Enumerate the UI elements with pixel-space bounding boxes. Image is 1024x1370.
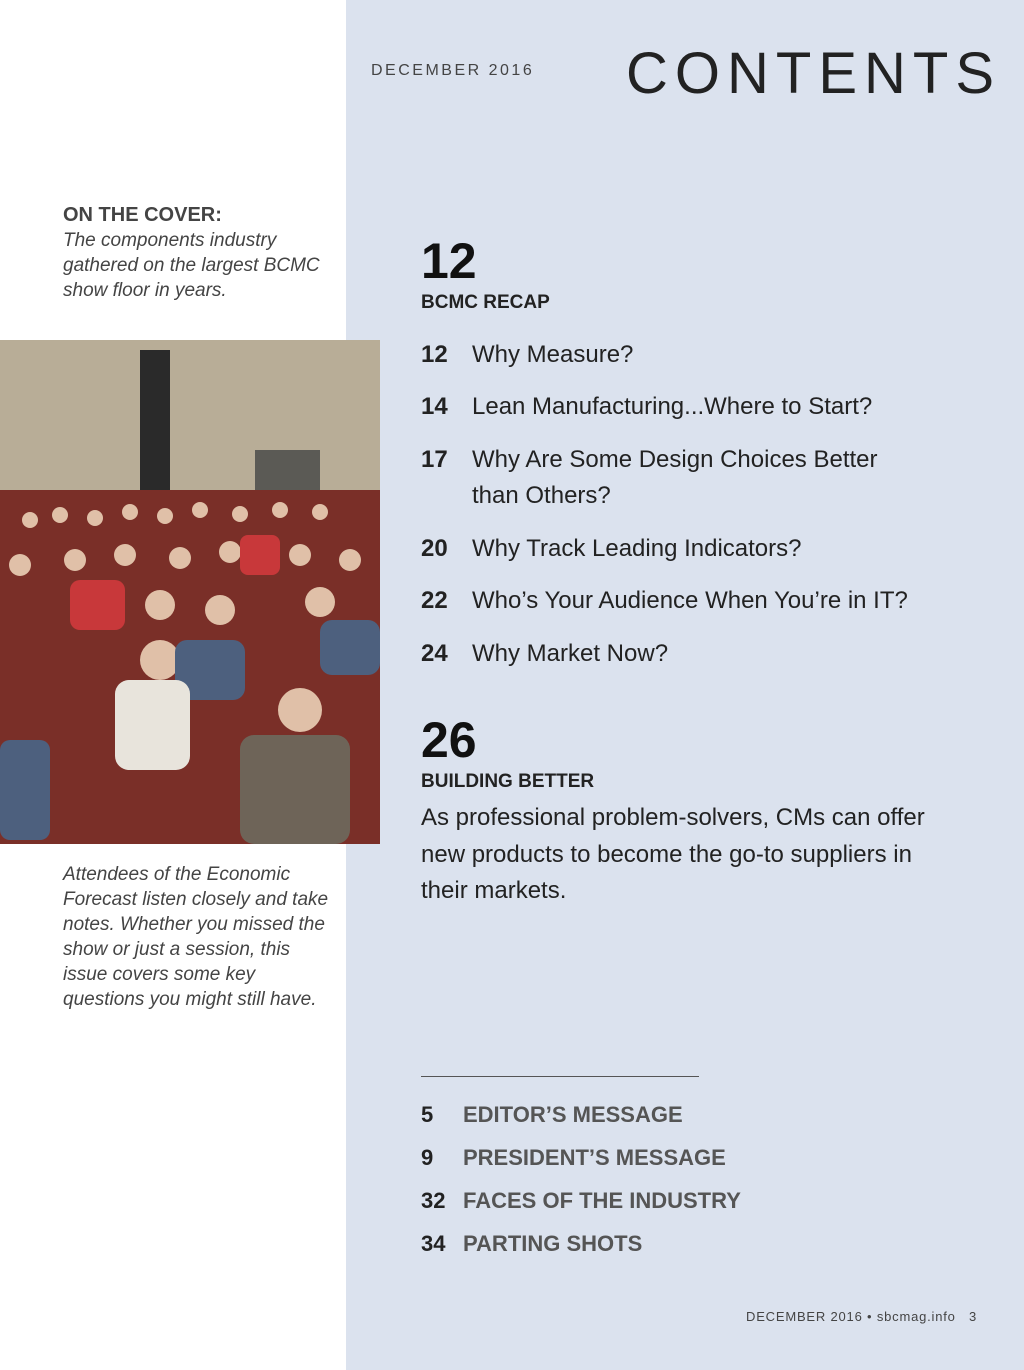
toc-item-page: 20	[421, 535, 448, 562]
page-footer	[746, 1309, 977, 1324]
toc-item-page: 14	[421, 393, 448, 420]
toc-item[interactable]	[421, 337, 981, 373]
department-page: 34	[421, 1231, 446, 1256]
feature-label: BCMC RECAP	[421, 292, 550, 313]
toc-item-title: Why Measure?	[472, 341, 634, 368]
cover-heading: ON THE COVER:	[63, 204, 222, 226]
footer-site[interactable]: sbcmag.info	[876, 1309, 956, 1324]
toc-item-title: Lean Manufacturing...Where to Start?	[472, 393, 873, 420]
feature-page-number: 12	[421, 233, 477, 289]
feature-page-number: 26	[421, 712, 477, 768]
department-title: FACES OF THE INDUSTRY	[463, 1188, 741, 1213]
toc-item[interactable]	[421, 636, 981, 672]
toc-item[interactable]	[421, 531, 981, 567]
department-title: EDITOR’S MESSAGE	[463, 1102, 683, 1127]
toc-item-title: Why Track Leading Indicators?	[472, 535, 802, 562]
department-item[interactable]	[421, 1143, 726, 1173]
toc-item-page: 17	[421, 446, 448, 473]
toc-item-page: 24	[421, 640, 448, 667]
footer-date: DECEMBER 2016	[746, 1309, 863, 1324]
department-item[interactable]	[421, 1186, 741, 1216]
feature-label: BUILDING BETTER	[421, 771, 595, 792]
toc-item-page: 12	[421, 341, 448, 368]
toc-item[interactable]	[421, 442, 981, 514]
feature-building-better[interactable]	[421, 713, 594, 793]
feature-teaser: As professional problem-solvers, CMs can offer new products to become the go-to suppliers in their markets.	[421, 804, 925, 904]
department-page: 9	[421, 1145, 434, 1170]
cover-photo	[0, 340, 380, 844]
cover-text: The components industry gathered on the largest BCMC show floor in years.	[63, 230, 320, 301]
toc-item[interactable]	[421, 389, 981, 425]
footer-bullet: •	[867, 1309, 873, 1324]
feature-bcmc-recap	[421, 234, 550, 314]
toc-item[interactable]	[421, 583, 981, 619]
toc-item-title: Why Market Now?	[472, 640, 669, 667]
toc-item-title: Why Are Some Design Choices Better than Others?	[472, 446, 878, 509]
toc-item-title: Who’s Your Audience When You’re in IT?	[472, 587, 908, 614]
department-title: PARTING SHOTS	[463, 1231, 643, 1256]
audience-illustration	[0, 340, 380, 844]
department-page: 32	[421, 1188, 446, 1213]
section-divider	[421, 1076, 699, 1077]
department-page: 5	[421, 1102, 434, 1127]
department-title: PRESIDENT’S MESSAGE	[463, 1145, 726, 1170]
page-title: CONTENTS	[626, 41, 1001, 106]
department-item[interactable]	[421, 1229, 642, 1259]
photo-caption: Attendees of the Economic Forecast listen closely and take notes. Whether you missed the show or just a session, this issue covers some key questions you might still have.	[63, 864, 329, 1010]
department-item[interactable]	[421, 1100, 683, 1130]
footer-page-number: 3	[968, 1309, 977, 1324]
cover-note	[63, 202, 338, 303]
issue-date: DECEMBER 2016	[371, 62, 535, 79]
toc-item-page: 22	[421, 587, 448, 614]
